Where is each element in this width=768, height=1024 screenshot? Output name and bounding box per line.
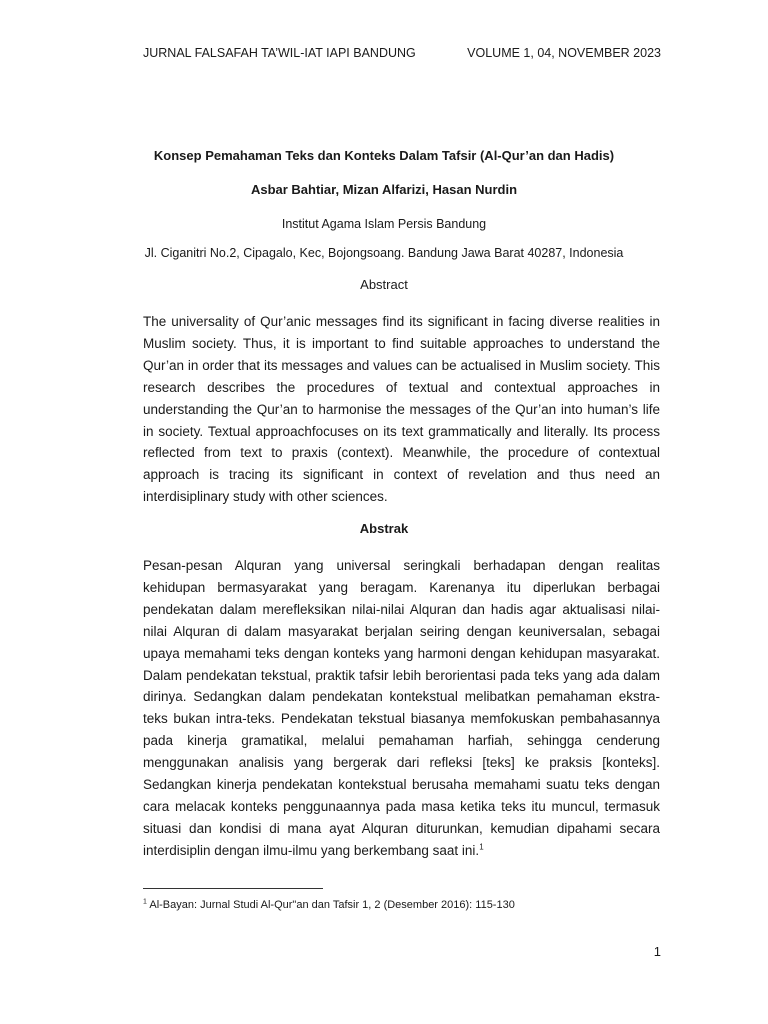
author-institution: Institut Agama Islam Persis Bandung xyxy=(281,217,487,231)
article-authors: Asbar Bahtiar, Mizan Alfarizi, Hasan Nurdin xyxy=(250,182,518,197)
footnote-marker: 1 xyxy=(143,898,147,906)
abstrak-heading: Abstrak xyxy=(359,521,409,536)
abstract-heading: Abstract xyxy=(360,277,408,292)
footnote xyxy=(143,899,668,911)
abstrak-paragraph xyxy=(143,555,660,862)
article-title: Konsep Pemahaman Teks dan Konteks Dalam Tafsir (Al-Qur’an dan Hadis) xyxy=(153,148,615,163)
footnote-divider xyxy=(143,888,323,889)
abstrak-text: Pesan-pesan Alquran yang universal seringkali berhadapan dengan realitas kehidupan bermasyarakat yang beragam. Karenanya itu diperlukan berbagai pendekatan dalam merefleksikan nilai-nilai Alquran dan hadis agar aktualisasi nilai-nilai Alquran di dalam masyarakat berjalan seiring dengan keuniversalan, sebagai upaya memahami teks dengan konteks yang harmoni dengan kehidupan masyarakat. Dalam pendekatan tekstual, praktik tafsir lebih berorientasi pada teks yang ada dalam dirinya. Sedangkan dalam pendekatan kontekstual melibatkan pemahaman ekstra-teks bukan intra-teks. Pendekatan tekstual biasanya memfokuskan pembahasannya pada kinerja gramatikal, melalui pemahaman harfiah, sehingga cenderung menggunakan analisis yang bergerak dari refleksi [teks] ke praksis [konteks]. Sedangkan kinerja pendekatan kontekstual berusaha memahami suatu teks dengan cara melacak konteks penggunaannya pada masa ketika teks itu muncul, termasuk situasi dan kondisi di mana ayat Alquran diturunkan, kemudian dipahami secara interdisiplin dengan ilmu-ilmu yang berkembang saat ini. xyxy=(143,558,660,858)
page-number: 1 xyxy=(653,944,661,959)
journal-name: JURNAL FALSAFAH TA’WIL-IAT IAPI BANDUNG xyxy=(143,46,416,60)
institution-address: Jl. Ciganitri No.2, Cipagalo, Kec, Bojongsoang. Bandung Jawa Barat 40287, Indonesia xyxy=(144,246,624,260)
volume-info: VOLUME 1, 04, NOVEMBER 2023 xyxy=(467,46,661,60)
abstract-text: The universality of Qur’anic messages find its significant in facing diverse realities in Muslim society. Thus, it is important to find suitable approaches to understand the Qur’an in order that its messages and values can be actualised in Muslim society. This research describes the procedures of textual and contextual approaches in understanding the Qur’an to harmonise the messages of the Qur’an into human’s life in society. Textual approachfocuses on its text grammatically and literally. Its process reflected from text to praxis (context). Meanwhile, the procedure of contextual approach is tracing its significant in context of revelation and thus need an interdisiplinary study with other sciences. xyxy=(143,314,660,505)
running-header xyxy=(143,46,661,60)
footnote-reference[interactable]: 1 xyxy=(479,842,484,852)
footnote-text: Al-Bayan: Jurnal Studi Al-Qur"an dan Tafsir 1, 2 (Desember 2016): 115-130 xyxy=(146,899,515,911)
